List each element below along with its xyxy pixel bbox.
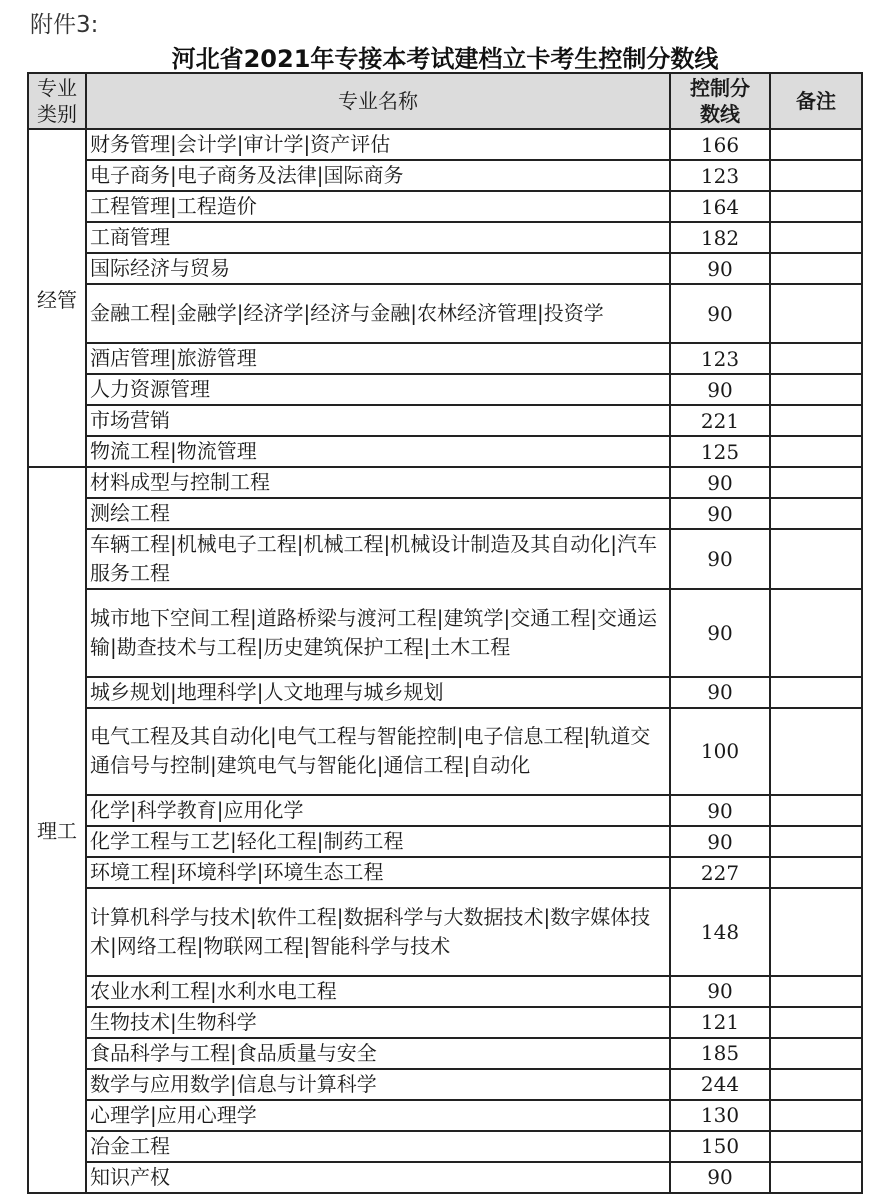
score-cell: 150 (670, 1131, 770, 1162)
table-row (28, 1069, 862, 1100)
major-name-cell: 食品科学与工程|食品质量与安全 (86, 1038, 670, 1069)
table-row (28, 191, 862, 222)
major-name-cell: 心理学|应用心理学 (86, 1100, 670, 1131)
major-name-cell: 财务管理|会计学|审计学|资产评估 (86, 129, 670, 160)
major-name-cell: 电气工程及其自动化|电气工程与智能控制|电子信息工程|轨道交通信号与控制|建筑电气与智能化|通信工程|自动化 (86, 708, 670, 796)
remark-cell (770, 857, 862, 888)
major-name-cell: 材料成型与控制工程 (86, 467, 670, 498)
score-cell: 90 (670, 253, 770, 284)
score-cell: 164 (670, 191, 770, 222)
table-row (28, 795, 862, 826)
table-row (28, 498, 862, 529)
remark-cell (770, 888, 862, 976)
remark-cell (770, 677, 862, 708)
header-score: 控制分数线 (670, 73, 770, 129)
major-name-cell: 城市地下空间工程|道路桥梁与渡河工程|建筑学|交通工程|交通运输|勘查技术与工程|历史建筑保护工程|土木工程 (86, 589, 670, 677)
table-row (28, 1100, 862, 1131)
table-row (28, 888, 862, 976)
remark-cell (770, 826, 862, 857)
major-name-cell: 酒店管理|旅游管理 (86, 343, 670, 374)
remark-cell (770, 1069, 862, 1100)
remark-cell (770, 436, 862, 467)
score-cell: 123 (670, 343, 770, 374)
remark-cell (770, 405, 862, 436)
score-cell: 244 (670, 1069, 770, 1100)
table-row (28, 677, 862, 708)
remark-cell (770, 191, 862, 222)
score-table (27, 72, 863, 1194)
header-category: 专业类别 (28, 73, 86, 129)
table-row (28, 1038, 862, 1069)
table-row (28, 976, 862, 1007)
score-cell: 227 (670, 857, 770, 888)
header-major: 专业名称 (86, 73, 670, 129)
major-name-cell: 冶金工程 (86, 1131, 670, 1162)
major-name-cell: 知识产权 (86, 1162, 670, 1193)
table-row (28, 129, 862, 160)
major-name-cell: 金融工程|金融学|经济学|经济与金融|农林经济管理|投资学 (86, 284, 670, 343)
major-name-cell: 生物技术|生物科学 (86, 1007, 670, 1038)
remark-cell (770, 160, 862, 191)
remark-cell (770, 529, 862, 589)
major-name-cell: 计算机科学与技术|软件工程|数据科学与大数据技术|数字媒体技术|网络工程|物联网工程|智能科学与技术 (86, 888, 670, 976)
remark-cell (770, 708, 862, 796)
score-cell: 221 (670, 405, 770, 436)
remark-cell (770, 129, 862, 160)
score-cell: 100 (670, 708, 770, 796)
score-cell: 166 (670, 129, 770, 160)
remark-cell (770, 253, 862, 284)
table-row (28, 160, 862, 191)
major-name-cell: 农业水利工程|水利水电工程 (86, 976, 670, 1007)
category-cell: 经管 (28, 129, 86, 467)
category-cell: 理工 (28, 467, 86, 1193)
remark-cell (770, 1100, 862, 1131)
remark-cell (770, 1038, 862, 1069)
table-row (28, 253, 862, 284)
score-cell: 90 (670, 1162, 770, 1193)
score-cell: 90 (670, 677, 770, 708)
table-row (28, 222, 862, 253)
score-cell: 123 (670, 160, 770, 191)
major-name-cell: 工程管理|工程造价 (86, 191, 670, 222)
table-row (28, 708, 862, 796)
table-header-row (28, 73, 862, 129)
score-cell: 90 (670, 529, 770, 589)
major-name-cell: 国际经济与贸易 (86, 253, 670, 284)
remark-cell (770, 498, 862, 529)
remark-cell (770, 374, 862, 405)
table-row (28, 1162, 862, 1193)
major-name-cell: 市场营销 (86, 405, 670, 436)
table-row (28, 857, 862, 888)
remark-cell (770, 1007, 862, 1038)
score-cell: 90 (670, 498, 770, 529)
remark-cell (770, 222, 862, 253)
major-name-cell: 人力资源管理 (86, 374, 670, 405)
table-row (28, 1131, 862, 1162)
score-cell: 185 (670, 1038, 770, 1069)
table-row (28, 826, 862, 857)
attachment-label: 附件3: (30, 12, 99, 38)
remark-cell (770, 1131, 862, 1162)
document-title: 河北省2021年专接本考试建档立卡考生控制分数线 (171, 45, 719, 73)
score-cell: 90 (670, 467, 770, 498)
score-cell: 121 (670, 1007, 770, 1038)
header-remark: 备注 (770, 73, 862, 129)
major-name-cell: 化学|科学教育|应用化学 (86, 795, 670, 826)
major-name-cell: 化学工程与工艺|轻化工程|制药工程 (86, 826, 670, 857)
score-cell: 148 (670, 888, 770, 976)
remark-cell (770, 467, 862, 498)
score-cell: 90 (670, 589, 770, 677)
score-cell: 90 (670, 976, 770, 1007)
remark-cell (770, 343, 862, 374)
table-row (28, 343, 862, 374)
table-row (28, 405, 862, 436)
remark-cell (770, 795, 862, 826)
score-cell: 90 (670, 374, 770, 405)
major-name-cell: 城乡规划|地理科学|人文地理与城乡规划 (86, 677, 670, 708)
table-row (28, 589, 862, 677)
table-row (28, 374, 862, 405)
major-name-cell: 物流工程|物流管理 (86, 436, 670, 467)
major-name-cell: 测绘工程 (86, 498, 670, 529)
score-cell: 125 (670, 436, 770, 467)
remark-cell (770, 976, 862, 1007)
remark-cell (770, 1162, 862, 1193)
major-name-cell: 数学与应用数学|信息与计算科学 (86, 1069, 670, 1100)
table-body (28, 129, 862, 1193)
table-row (28, 1007, 862, 1038)
table-row (28, 436, 862, 467)
major-name-cell: 工商管理 (86, 222, 670, 253)
score-cell: 90 (670, 284, 770, 343)
score-cell: 90 (670, 795, 770, 826)
major-name-cell: 环境工程|环境科学|环境生态工程 (86, 857, 670, 888)
major-name-cell: 电子商务|电子商务及法律|国际商务 (86, 160, 670, 191)
remark-cell (770, 589, 862, 677)
score-cell: 130 (670, 1100, 770, 1131)
table-row (28, 467, 862, 498)
score-cell: 90 (670, 826, 770, 857)
table-row (28, 284, 862, 343)
remark-cell (770, 284, 862, 343)
major-name-cell: 车辆工程|机械电子工程|机械工程|机械设计制造及其自动化|汽车服务工程 (86, 529, 670, 589)
score-cell: 182 (670, 222, 770, 253)
table-row (28, 529, 862, 589)
